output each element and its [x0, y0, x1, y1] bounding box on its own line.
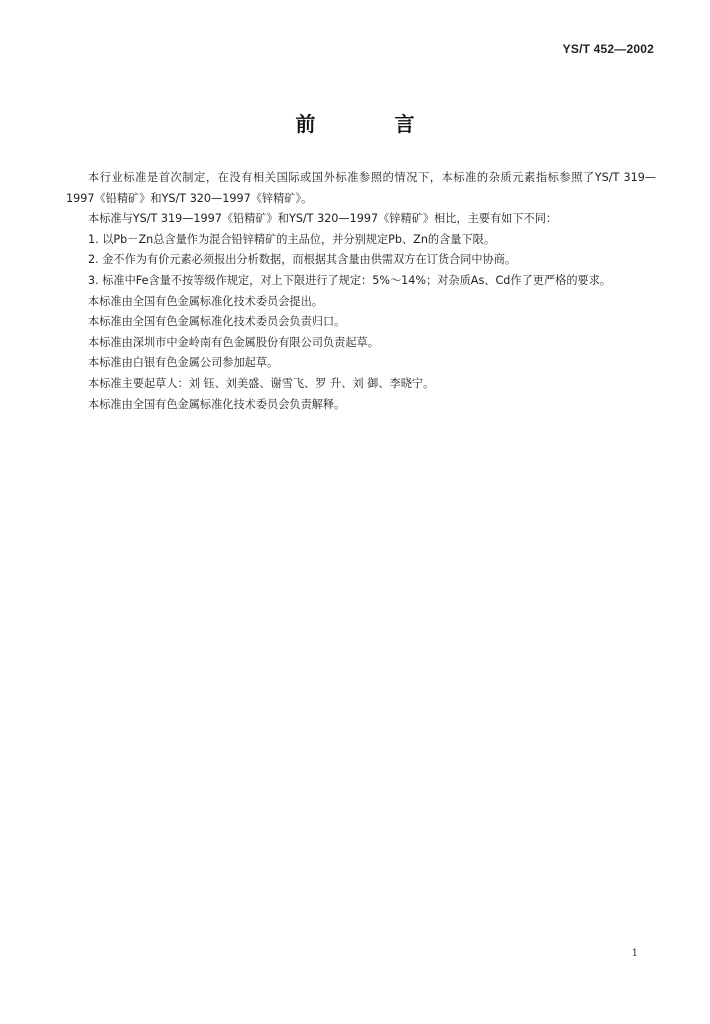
page-number: 1: [631, 948, 638, 959]
paragraph-intro: 本行业标准是首次制定，在没有相关国际或国外标准参照的情况下，本标准的杂质元素指标参照了YS/T 319—1997《铅精矿》和YS/T 320—1997《锌精矿》。: [66, 171, 656, 205]
paragraph-drafters: 本标准主要起草人：刘 钰、刘美盛、谢雪飞、罗 升、刘 御、李晓宁。: [88, 376, 435, 390]
paragraph-proposed-by: 本标准由全国有色金属标准化技术委员会提出。: [88, 294, 323, 308]
paragraph-interpretation: 本标准由全国有色金属标准化技术委员会负责解释。: [88, 397, 346, 411]
list-item-1: 1. 以Pb－Zn总含量作为混合铅锌精矿的主品位，并分别规定Pb、Zn的含量下限。: [88, 232, 496, 246]
standard-code: YS/T 452—2002: [562, 42, 654, 56]
paragraph-administered-by: 本标准由全国有色金属标准化技术委员会负责归口。: [88, 315, 346, 329]
paragraph-participated: 本标准由白银有色金属公司参加起草。: [88, 356, 279, 370]
page-title: 前 言: [295, 112, 451, 136]
body-text: [66, 168, 656, 415]
list-item-3: 3. 标准中Fe含量不按等级作规定，对上下限进行了规定：5%～14%；对杂质As、Cd作了更严格的要求。: [88, 273, 612, 287]
paragraph-comparison: 本标准与YS/T 319—1997《铅精矿》和YS/T 320—1997《锌精矿》相比，主要有如下不同：: [88, 212, 558, 226]
paragraph-drafted-by: 本标准由深圳市中金岭南有色金属股份有限公司负责起草。: [88, 335, 379, 349]
list-item-2: 2. 金不作为有价元素必须报出分析数据，而根据其含量由供需双方在订货合同中协商。: [88, 253, 517, 267]
